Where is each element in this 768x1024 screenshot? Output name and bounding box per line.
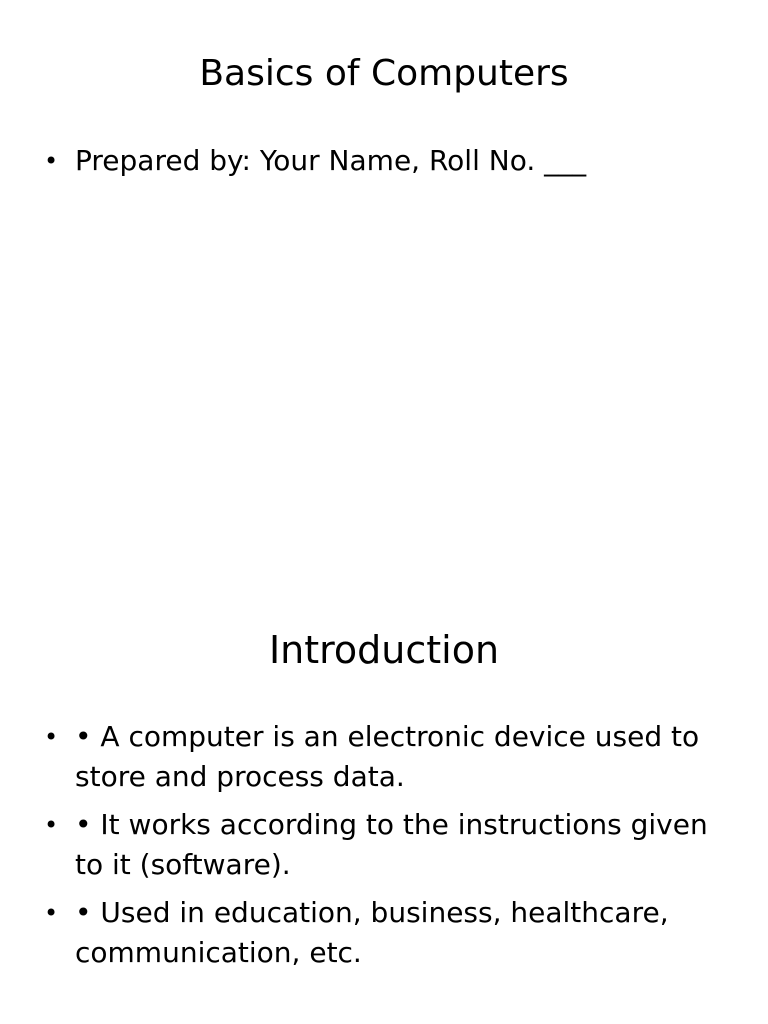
- bullet-text: Prepared by: Your Name, Roll No. ___: [75, 144, 587, 177]
- bullet-icon: •: [44, 811, 59, 839]
- bullet-text: • Used in education, business, healthcare, communication, etc.: [75, 896, 669, 969]
- slide-title: Introduction: [268, 628, 500, 672]
- bullet-icon: •: [44, 723, 59, 751]
- list-item: [44, 141, 724, 181]
- bullet-text: • It works according to the instructions given to it (software).: [75, 808, 708, 881]
- slide-title: Basics of Computers: [199, 53, 569, 94]
- list-item: [44, 717, 724, 797]
- bullet-list: [44, 717, 724, 981]
- bullet-icon: •: [44, 899, 59, 927]
- list-item: [44, 893, 724, 973]
- bullet-list: [44, 141, 724, 189]
- slide-introduction: [0, 576, 768, 1024]
- list-item: [44, 805, 724, 885]
- bullet-icon: •: [44, 147, 59, 175]
- bullet-text: • A computer is an electronic device used to store and process data.: [75, 720, 700, 793]
